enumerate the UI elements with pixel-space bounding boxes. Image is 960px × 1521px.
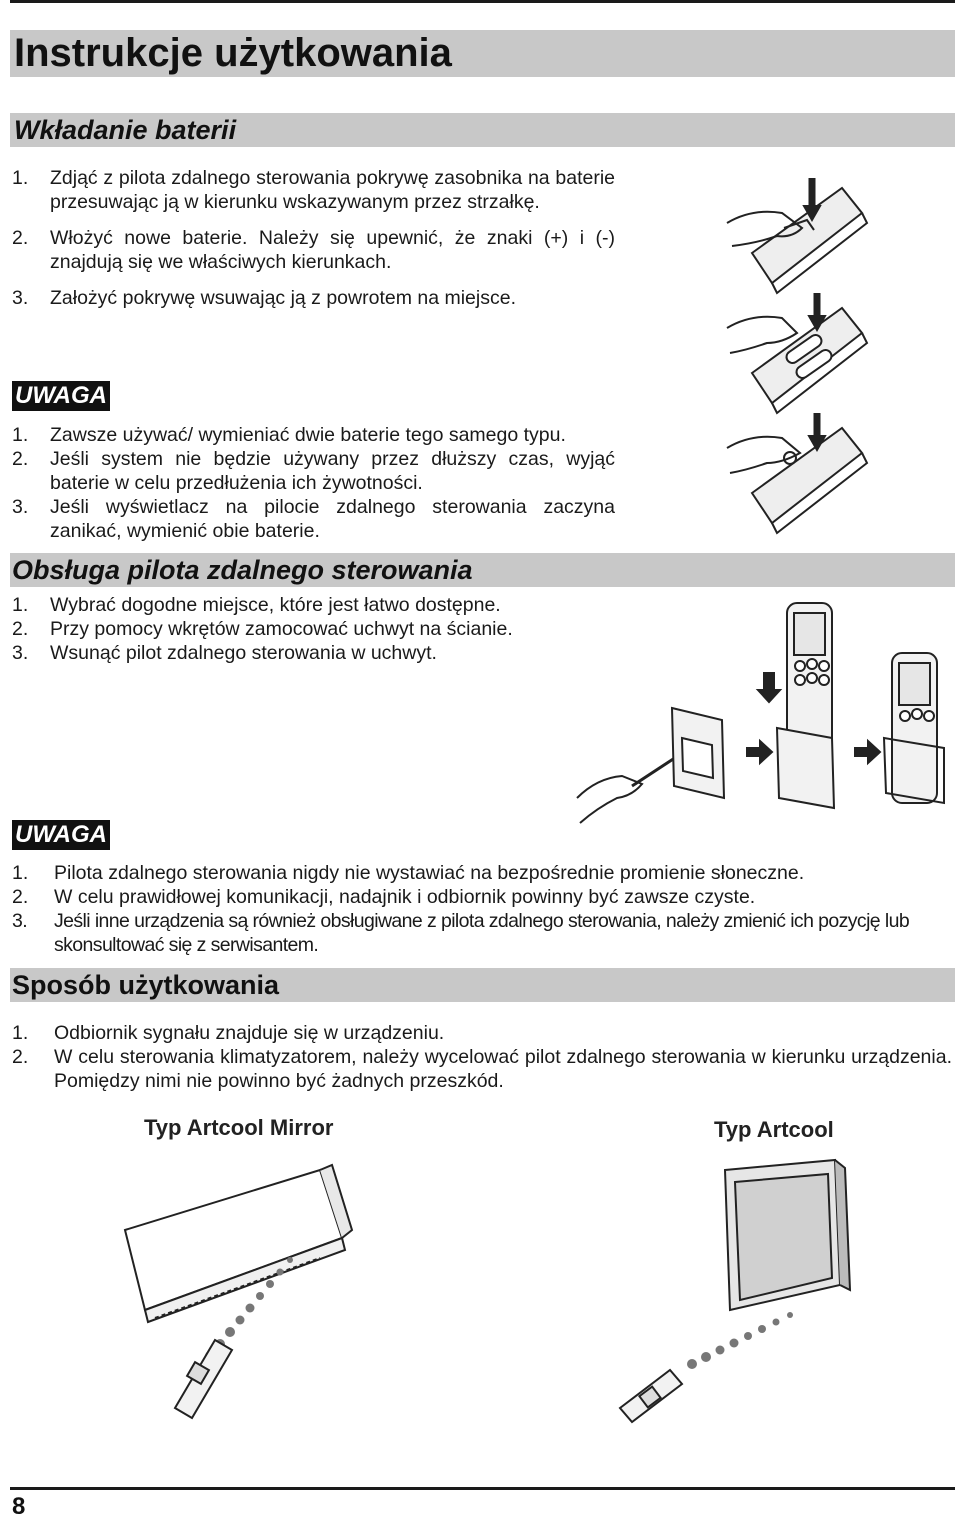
- list-item: [12, 226, 615, 274]
- list-item: [12, 593, 572, 617]
- item-number: 3.: [12, 496, 29, 518]
- item-number: 3.: [12, 287, 29, 309]
- item-text: Pilota zdalnego sterowania nigdy nie wystawiać na bezpośrednie promienie słoneczne.: [54, 862, 805, 884]
- remote-illustration: [620, 1370, 682, 1422]
- item-text: Zawsze używać/ wymieniać dwie baterie tego samego typu.: [50, 424, 566, 446]
- figure-label-artcool: Typ Artcool: [714, 1117, 834, 1142]
- item-text: Założyć pokrywę wsuwając ją z powrotem na miejsce.: [50, 287, 517, 309]
- item-number: 3.: [12, 642, 29, 664]
- warning-list: [12, 861, 957, 957]
- page-number: 8: [12, 1493, 26, 1520]
- item-number: 1.: [12, 424, 29, 446]
- item-number: 1.: [12, 167, 29, 189]
- list-item: [12, 447, 615, 495]
- item-text: W celu sterowania klimatyzatorem, należy wycelować pilot zdalnego sterowania w kierunku urządzenia. Pomiędzy nimi nie powinno być żadnych przeszkód.: [54, 1046, 952, 1092]
- item-text: Jeśli inne urządzenia są również obsługiwane z pilota zdalnego sterowania, należy zmienić ich pozycję lub skonsultować się z serwisantem.: [54, 910, 910, 956]
- section-remote-title: Obsługa pilota zdalnego sterowania: [12, 555, 473, 585]
- item-number: 2.: [12, 227, 29, 249]
- item-text: Zdjąć z pilota zdalnego sterowania pokrywę zasobnika na baterie przesuwając ją w kierunku wskazywanym przez strzałkę.: [50, 167, 615, 213]
- battery-insert-illustration: [722, 168, 872, 533]
- warning-badge: UWAGA: [12, 820, 110, 850]
- list-item: [12, 885, 957, 909]
- item-number: 1.: [12, 1022, 29, 1044]
- item-number: 1.: [12, 594, 29, 616]
- warning-badge: UWAGA: [12, 381, 110, 411]
- remote-holder-illustration: [572, 598, 952, 830]
- item-number: 2.: [12, 1046, 29, 1068]
- list-item: [12, 166, 615, 214]
- bottom-rule: [10, 1487, 955, 1490]
- artcool-mirror-illustration: [120, 1160, 370, 1420]
- item-text: Włożyć nowe baterie. Należy się upewnić, że znaki (+) i (-) znajdują się we właściwych kierunkach.: [50, 227, 615, 273]
- remote-cover-illustration: [727, 178, 867, 293]
- section-usage-title: Sposób użytkowania: [12, 970, 280, 1000]
- item-text: Odbiornik sygnału znajduje się w urządzeniu.: [54, 1022, 445, 1044]
- list-item: [12, 617, 572, 641]
- usage-steps: [12, 1021, 952, 1093]
- section-battery-title: Wkładanie baterii: [14, 115, 237, 145]
- list-item: [12, 641, 572, 665]
- list-item: [12, 495, 615, 543]
- item-number: 2.: [12, 886, 29, 908]
- battery-steps: [12, 166, 615, 310]
- remote-steps: [12, 593, 572, 665]
- item-number: 1.: [12, 862, 29, 884]
- item-number: 3.: [12, 910, 28, 932]
- remote-illustration: [175, 1340, 232, 1418]
- list-item: [12, 909, 957, 957]
- artcool-illustration: [600, 1150, 860, 1430]
- list-item: [12, 423, 615, 447]
- list-item: [12, 1021, 952, 1045]
- warning-list: [12, 423, 615, 543]
- item-number: 2.: [12, 448, 29, 470]
- item-text: Wsunąć pilot zdalnego sterowania w uchwyt.: [50, 642, 437, 664]
- remote-cover-close-illustration: [727, 413, 867, 533]
- page-title: Instrukcje użytkowania: [14, 31, 452, 75]
- item-text: Przy pomocy wkrętów zamocować uchwyt na ścianie.: [50, 618, 513, 640]
- item-text: W celu prawidłowej komunikacji, nadajnik i odbiornik powinny być zawsze czyste.: [54, 886, 756, 908]
- item-text: Jeśli system nie będzie używany przez dłuższy czas, wyjąć baterie w celu przedłużenia ich żywotności.: [50, 448, 615, 494]
- list-item: [12, 286, 615, 310]
- figure-label-mirror: Typ Artcool Mirror: [144, 1115, 334, 1140]
- item-text: Wybrać dogodne miejsce, które jest łatwo dostępne.: [50, 594, 501, 616]
- item-text: Jeśli wyświetlacz na pilocie zdalnego sterowania zaczyna zanikać, wymienić obie baterie.: [50, 496, 615, 542]
- remote-batteries-illustration: [727, 293, 867, 413]
- hand-illustration: [577, 776, 642, 823]
- list-item: [12, 1045, 952, 1093]
- top-rule: [10, 0, 955, 3]
- list-item: [12, 861, 957, 885]
- item-number: 2.: [12, 618, 29, 640]
